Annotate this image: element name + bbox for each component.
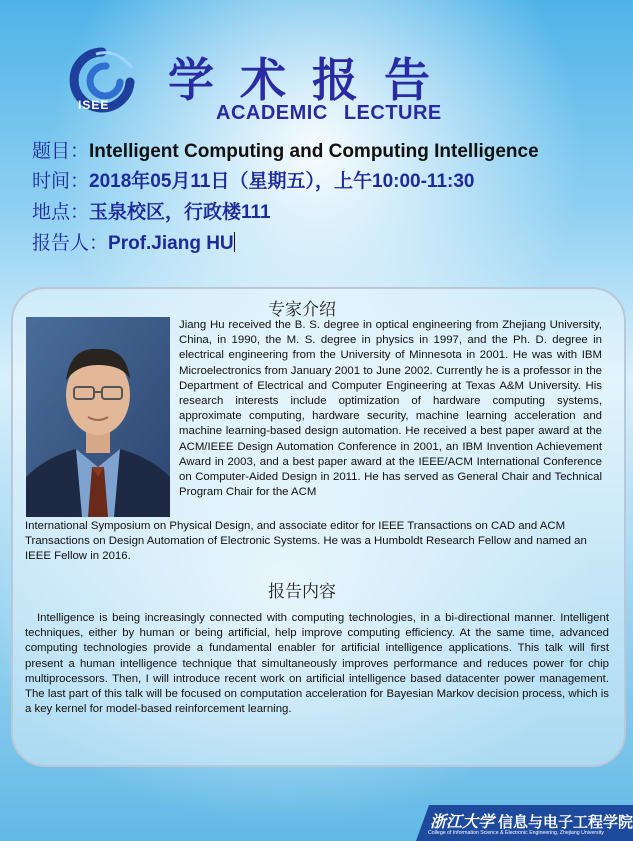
bio-text-part1: Jiang Hu received the B. S. degree in optical engineering from Zhejiang University, China, in 1990, the M. S. degree in physics in 1997, and the Ph. D. degree in electrical engineering from the University of Minnesota in 2001. He was with IBM Microelectronics from January 2001 to June 2002. Currently he is a professor in the Department of Electrical and Computer Engineering at Texas A&M University. His research interests include optimization of hardware computing systems, approximate computing, hardware security, machine learning acceleration and machine learning-based design automation. He received a best paper award at the ACM/IEEE Design Automation Conference in 2001, an IBM Invention Achievement Award in 2003, and a best paper award at the IEEE/ACM International Conference on Computer-Aided Design in 2011. He has served as General Chair and Technical Program Chair for the ACM xyxy=(179,319,602,499)
topic-value: Intelligent Computing and Computing Intelligence xyxy=(89,141,539,162)
topic-label: 题目： xyxy=(32,141,90,162)
university-name: 浙江大学 xyxy=(430,812,495,831)
abstract-heading: 报告内容 xyxy=(268,582,336,602)
bio-text-part2: International Symposium on Physical Design, and associate editor for IEEE Transactions on CAD and ACM Transactions on Design Automation of Electronic Systems. He was a Humboldt Research Fellow and named an IEEE Fellow in 2016. xyxy=(25,520,587,563)
page-title: 学术报告 xyxy=(168,53,456,107)
bio-heading: 专家介绍 xyxy=(268,300,336,320)
speaker-label: 报告人： xyxy=(32,233,109,254)
topic-line xyxy=(32,136,539,163)
place-line xyxy=(32,197,271,224)
college-name-en: College of Information Science & Electronic Engineering, Zhejiang University xyxy=(428,830,604,836)
page-subtitle: ACADEMIC LECTURE xyxy=(216,102,442,124)
speaker-line xyxy=(32,228,235,255)
text-cursor xyxy=(234,232,235,252)
speaker-value: Prof.Jiang HU xyxy=(108,233,234,254)
speaker-photo xyxy=(26,317,170,517)
time-line xyxy=(32,166,474,193)
college-name-cn: 信息与电子工程学院 xyxy=(498,813,633,831)
abstract-text: Intelligence is being increasingly connected with computing technologies, in a bi-directional manner. Intelligent techniques, either by human or being artificial, help improve computing efficiency. At the same time, advanced computing technologies provide a fundamental enabler for artificial intelligence applications. This talk will first present a human intelligence technique that simultaneously improves performance and reduces power for chip multiprocessors. Then, I will introduce recent work on artificial intelligence based datacenter power management. The last part of this talk will be focused on computation acceleration for Bayesian Markov decision process, which is a key kernel for model-based reinforcement learning. xyxy=(25,612,609,716)
time-value: 2018年05月11日（星期五），上午10:00-11:30 xyxy=(89,171,475,192)
place-value: 玉泉校区，行政楼111 xyxy=(89,202,271,223)
time-label: 时间： xyxy=(32,171,90,192)
footer-college-name xyxy=(430,809,633,832)
place-label: 地点： xyxy=(32,202,90,223)
logo-text: ISEE xyxy=(78,98,110,112)
